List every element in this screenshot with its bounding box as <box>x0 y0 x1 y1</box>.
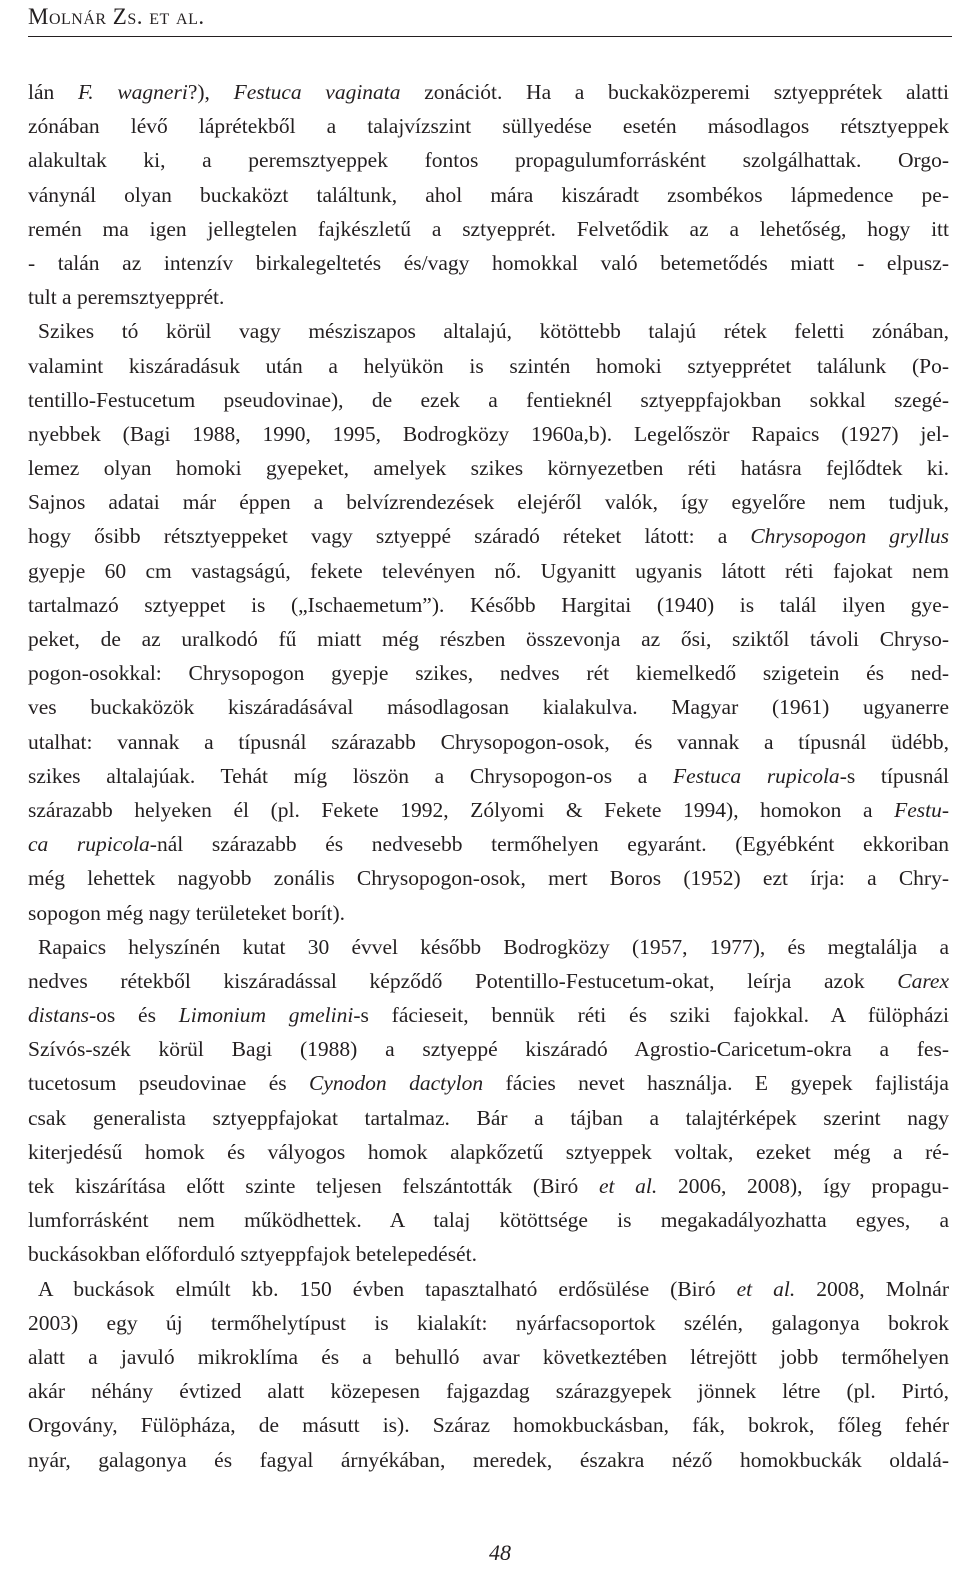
paragraph-first-line: A buckások elmúlt kb. 150 évben tapasztalható erdősülése (Biró et al. 2008, Molnár <box>38 1276 949 1301</box>
italic-term: ca rupicola <box>28 832 150 857</box>
text-line: lumforrásként nem működhettek. A talaj kötöttsége is megakadályozhatta egyes, a <box>28 1208 949 1233</box>
text-line: 2003) egy új termőhelytípust is kialakít: nyárfacsoportok szélén, galagonya bokrok <box>28 1310 949 1335</box>
text-line: szikes altalajúak. Tehát míg löszön a Chrysopogon-os a Festuca rupicola-s típusnál <box>28 763 949 788</box>
italic-term: Limonium gmelini <box>178 1003 354 1028</box>
text-line: még lehettek nagyobb zonális Chrysopogon-osok, mert Boros (1952) ezt írja: a Chry- <box>28 866 949 891</box>
text-line: akár néhány évtized alatt közepesen fajgazdag szárazgyepek jönnek létre (pl. Pirtó, <box>28 1379 949 1404</box>
italic-term: Carex <box>897 968 949 993</box>
text-line: nyár, galagonya és fagyal árnyékában, meredek, északra néző homokbuckák oldalá- <box>28 1447 949 1472</box>
italic-term: et al. <box>598 1174 658 1198</box>
text-line: szárazabb helyeken él (pl. Fekete 1992, Zólyomi & Fekete 1994), homokon a Festu- <box>28 797 949 822</box>
text-line: lemez olyan homoki gyepeket, amelyek szikes környezetben réti hatásra fejlődtek ki. <box>28 456 949 481</box>
text-line: sopogon még nagy területeket borít). <box>28 900 346 925</box>
header-rule <box>28 36 952 37</box>
text-line: kiterjedésű homok és vályogos homok alapkőzetű sztyeppek voltak, ezeket még a ré- <box>28 1139 949 1164</box>
text-line: alakultak ki, a peremsztyeppek fontos propagulumforrásként szolgálhattak. Orgo- <box>28 148 949 173</box>
text-line: gyepje 60 cm vastagságú, fekete televényen nő. Ugyanitt ugyanis látott réti fajokat nem <box>28 558 949 583</box>
text-line: utalhat: vannak a típusnál szárazabb Chrysopogon-osok, és vannak a típusnál üdébb, <box>28 729 949 754</box>
text-line: nyebbek (Bagi 1988, 1990, 1995, Bodrogközy 1960a,b). Legelőször Rapaics (1927) jel- <box>28 421 949 446</box>
italic-term: Festuca vaginata <box>233 80 401 104</box>
italic-term: Chrysopogon gryllus <box>750 524 949 549</box>
text-line: hogy ősibb rétsztyeppeket vagy sztyeppé száradó réteket látott: a Chrysopogon gryllus <box>28 524 949 549</box>
text-line: tult a peremsztyepprét. <box>28 285 225 310</box>
text-line: ca rupicola-nál szárazabb és nedvesebb termőhelyen egyaránt. (Egyébként ekkoriban <box>28 832 949 857</box>
text-line: distans-os és Limonium gmelini-s fácieseit, bennük réti és sziki fajokkal. A fülöpházi <box>28 1003 949 1028</box>
italic-term: et al. <box>736 1276 796 1301</box>
italic-term: distans <box>28 1003 89 1028</box>
body-text <box>28 75 949 1477</box>
text-line: valamint kiszáradásuk után a helyükön is szintén homoki sztyepprétet találunk (Po- <box>28 353 949 378</box>
text-line: csak generalista sztyeppfajokat tartalmaz. Bár a tájban a talajtérképek szerint nagy <box>28 1105 949 1130</box>
page-number: 48 <box>489 1540 511 1565</box>
text-line: lán F. wagneri?), Festuca vaginata zonációt. Ha a buckaközperemi sztyepprétek alatti <box>28 80 949 104</box>
italic-term: Festu- <box>894 797 949 822</box>
text-line: tentillo-Festucetum pseudovinae), de ezek a fentieknél sztyeppfajokban sokkal szegé- <box>28 387 949 412</box>
text-line: Szívós-szék körül Bagi (1988) a sztyeppé kiszáradó Agrostio-Caricetum-okra a fes- <box>28 1037 949 1062</box>
text-line: Orgovány, Fülöpháza, de másutt is). Száraz homokbuckásban, fák, bokrok, főleg fehér <box>28 1413 949 1438</box>
text-line: zónában lévő láprétekből a talajvízszint süllyedése esetén másodlagos rétsztyeppek <box>28 114 949 139</box>
text-line: tucetosum pseudovinae és Cynodon dactylon fácies nevet használja. E gyepek fajlistája <box>28 1071 949 1096</box>
italic-term: Festuca rupicola <box>673 763 840 788</box>
text-line: alatt a javuló mikroklíma és a behulló avar következtében létrejött jobb termőhelyen <box>28 1344 949 1369</box>
running-head: Molnár Zs. et al. <box>28 4 205 29</box>
text-line: ványnál olyan buckaközt találtunk, ahol mára kiszáradt zsombékos lápmedence pe- <box>28 182 949 207</box>
text-line: Sajnos adatai már éppen a belvízrendezések elejéről valók, így egyelőre nem tudjuk, <box>28 490 949 515</box>
text-line: nedves rétekből kiszáradással képződő Potentillo-Festucetum-okat, leírja azok Carex <box>28 968 949 993</box>
text-line: tek kiszárítása előtt szinte teljesen felszántották (Biró et al. 2006, 2008), így propagu- <box>28 1174 949 1198</box>
text-line: tartalmazó sztyeppet is („Ischaemetum”). Később Hargitai (1940) is talál ilyen gye- <box>28 592 949 617</box>
paragraph-first-line: Szikes tó körül vagy mésziszapos altalajú, kötöttebb talajú rétek feletti zónában, <box>38 319 949 344</box>
text-line: peket, de az uralkodó fű miatt még részben összevonja az ősi, sziktől távoli Chryso- <box>28 627 949 651</box>
italic-term: F. wagneri <box>77 80 188 104</box>
text-line: ves buckaközök kiszáradásával másodlagosan kialakulva. Magyar (1961) ugyanerre <box>28 695 949 720</box>
text-line: pogon-osokkal: Chrysopogon gyepje szikes, nedves rét kiemelkedő szigetein és ned- <box>28 661 949 686</box>
paragraph-first-line: Rapaics helyszínén kutat 30 évvel később Bodrogközy (1957, 1977), és megtalálja a <box>38 934 949 959</box>
text-line: buckásokban előforduló sztyeppfajok betelepedését. <box>28 1242 477 1267</box>
text-line: - talán az intenzív birkalegeltetés és/vagy homokkal való betemetődés miatt - elpusz- <box>28 250 949 275</box>
italic-term: Cynodon dactylon <box>309 1071 484 1096</box>
text-line: remén ma igen jellegtelen fajkészletű a sztyepprét. Felvetődik az a lehetőség, hogy itt <box>28 216 949 241</box>
